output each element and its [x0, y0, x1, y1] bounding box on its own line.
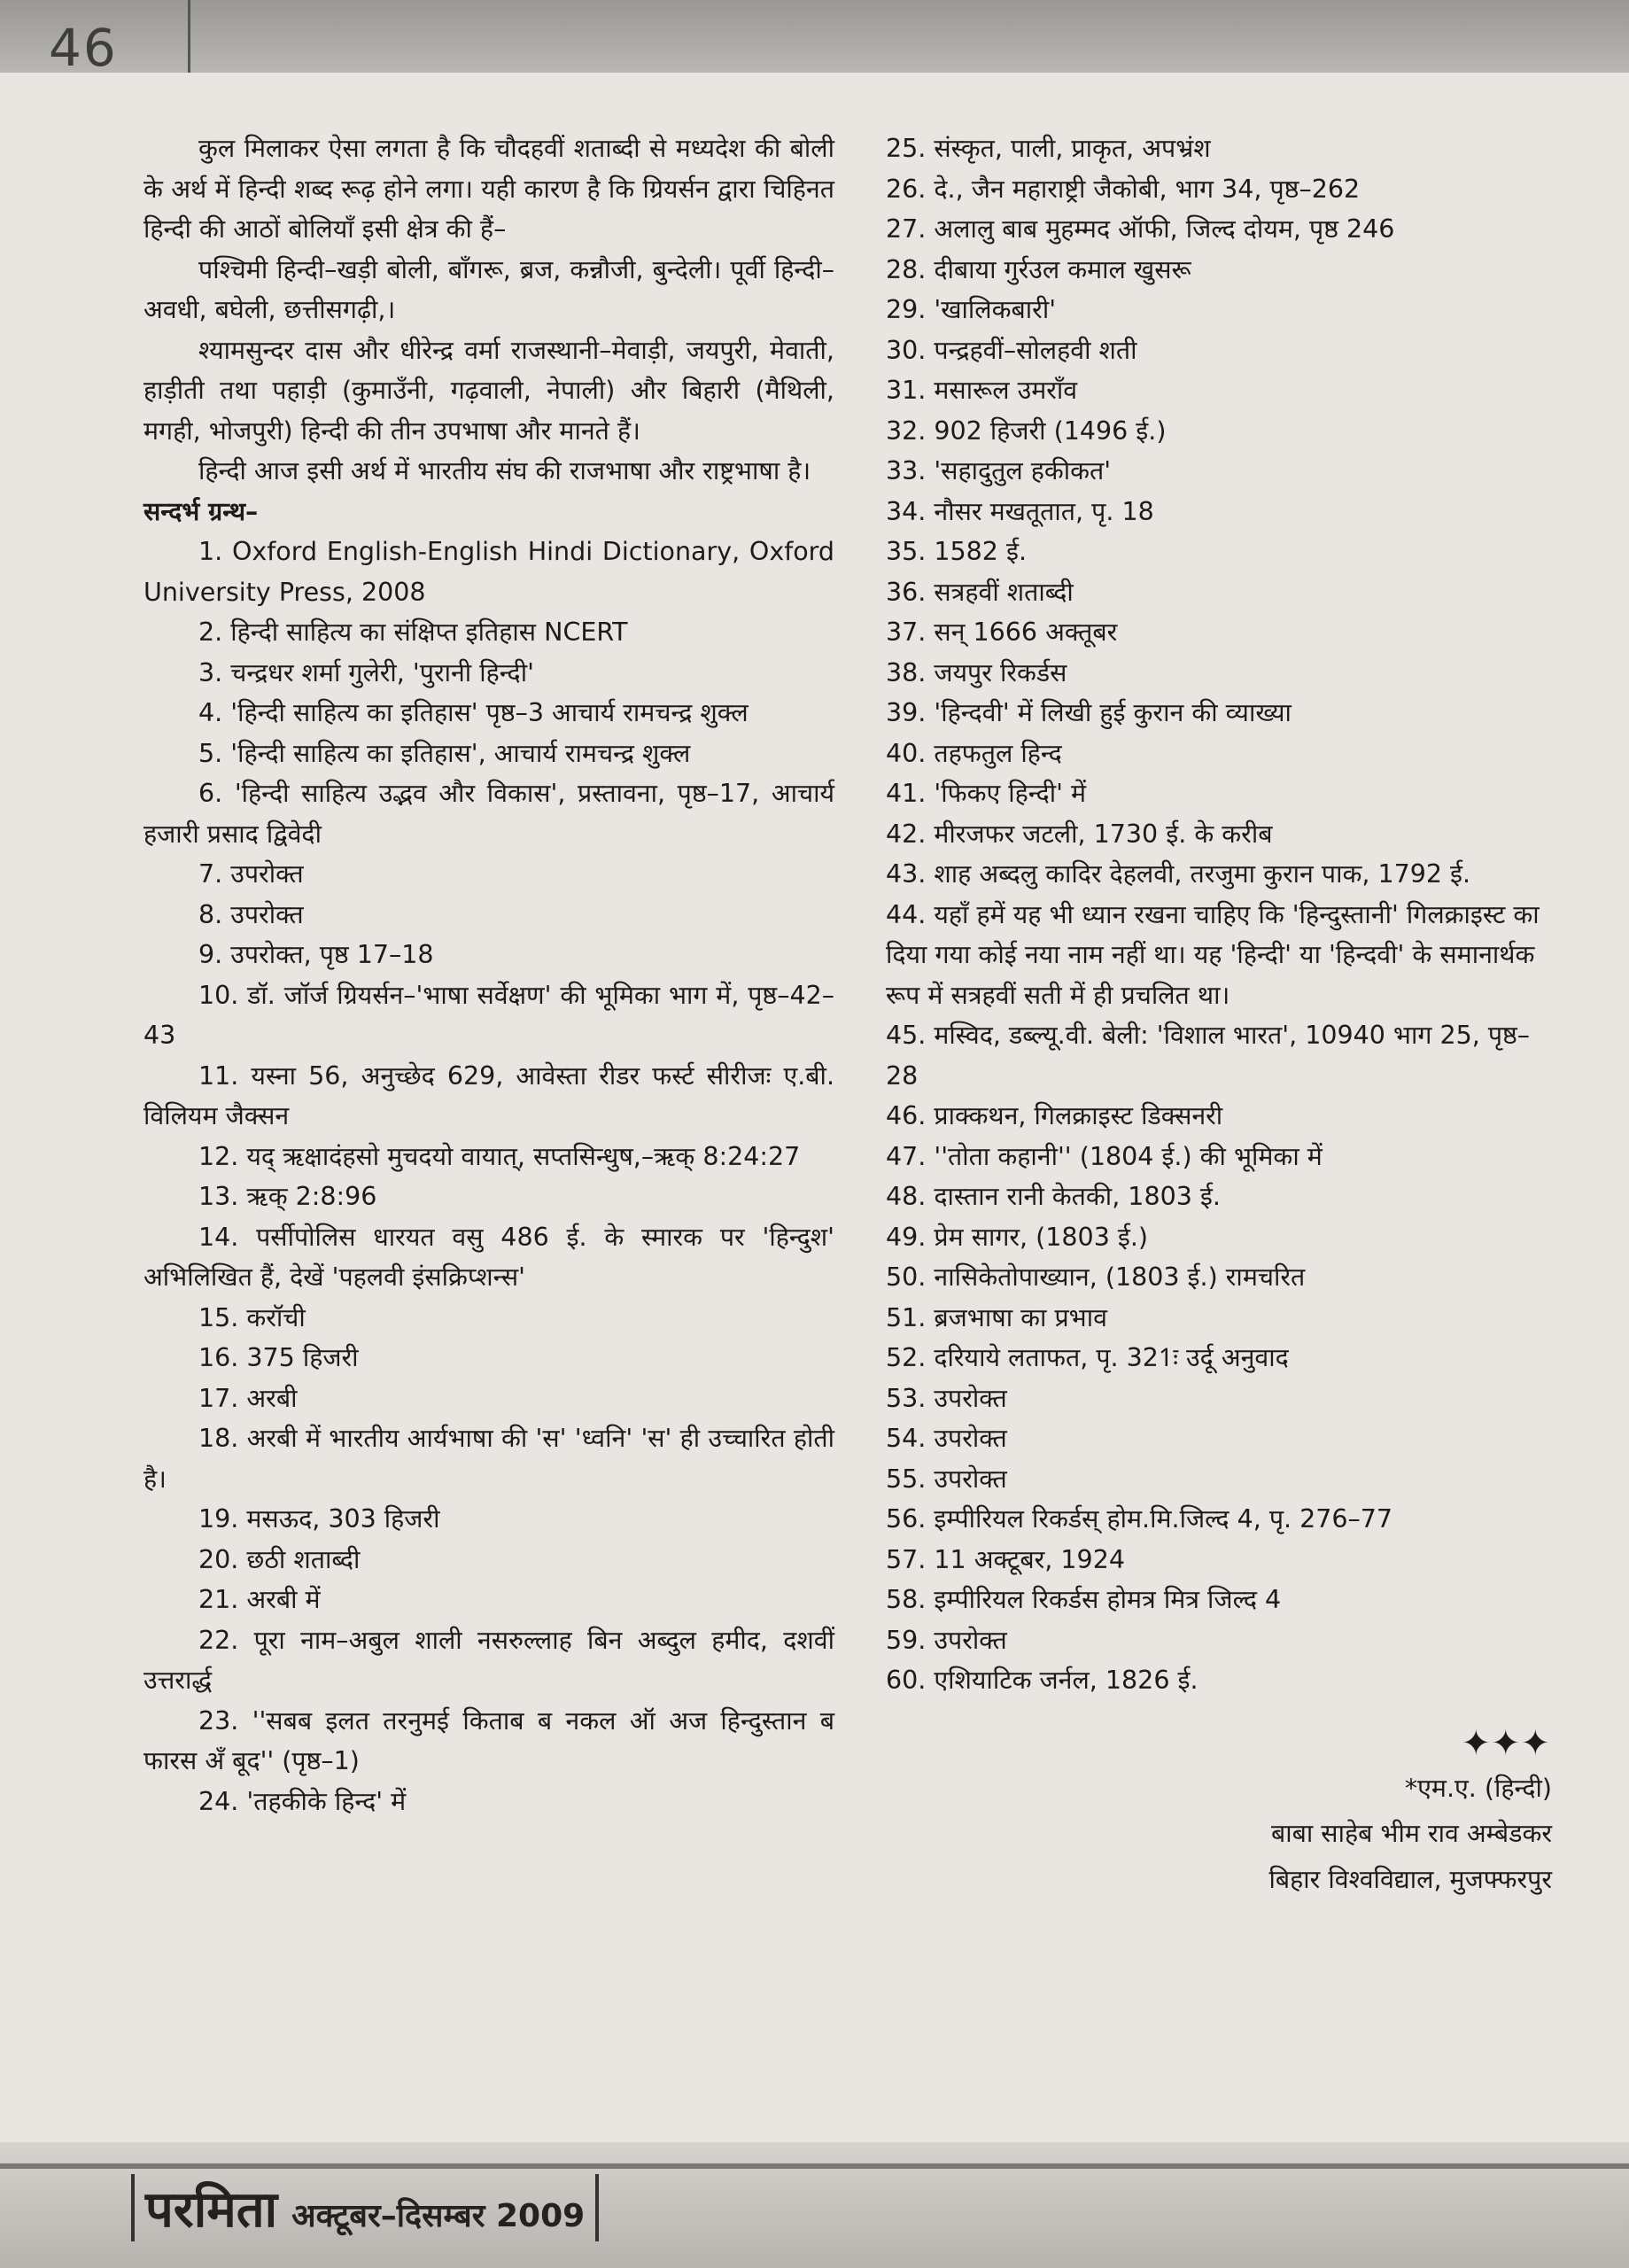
reference-item: 51. ब्रजभाषा का प्रभाव — [886, 1302, 1107, 1332]
body-paragraph: श्यामसुन्दर दास और धीरेन्द्र वर्मा राजस्थानी–मेवाड़ी, जयपुरी, मेवाती, हाड़ीती तथा पहाड़ी (कुमाउँनी, गढ़वाली, नेपाली) और बिहारी (मैथिली, मगही, भोजपुरी) हिन्दी की तीन उपभाषा और मानते हैं। — [144, 335, 834, 446]
page-number: 46 — [49, 18, 118, 78]
reference-item: 50. नासिकेतोपाख्यान, (1803 ई.) रामचरित — [886, 1262, 1306, 1292]
reference-item: 22. पूरा नाम–अबुल शाली नसरुल्लाह बिन अब्दुल हमीद, दशवीं उत्तरार्द्ध — [144, 1625, 834, 1695]
reference-item: 7. उपरोक्त — [198, 859, 304, 889]
reference-item: 26. दे., जैन महाराष्ट्री जैकोबी, भाग 34, पृष्ठ–262 — [886, 174, 1361, 204]
reference-item: 43. शाह अब्दलु कादिर देहलवी, तरजुमा कुरान पाक, 1792 ई. — [886, 859, 1471, 889]
author-info — [886, 1768, 1559, 1900]
reference-item: 19. मसऊद, 303 हिजरी — [198, 1504, 440, 1534]
section-end-ornament: ✦✦✦ — [1461, 1722, 1550, 1764]
reference-item: 60. एशियाटिक जर्नल, 1826 ई. — [886, 1666, 1198, 1695]
reference-item: 27. अलालु बाब मुहम्मद ऑफी, जिल्द दोयम, पृष्ठ 246 — [886, 214, 1395, 244]
reference-item: 37. सन् 1666 अक्तूबर — [886, 617, 1118, 647]
reference-item: 8. उपरोक्त — [198, 899, 304, 929]
reference-item: 5. 'हिन्दी साहित्य का इतिहास', आचार्य रामचन्द्र शुक्ल — [198, 738, 691, 768]
reference-item: 57. 11 अक्टूबर, 1924 — [886, 1544, 1125, 1574]
reference-item: 25. संस्कृत, पाली, प्राकृत, अपभ्रंश — [886, 134, 1211, 163]
reference-item: 23. ''सबब इलत तरनुमई किताब ब नकल ऑ अज हिन्दुस्तान ब फारस अँ बूद'' (पृष्ठ–1) — [144, 1705, 834, 1775]
reference-item: 33. 'सहादुतुल हकीकत' — [886, 456, 1112, 485]
reference-item: 59. उपरोक्त — [886, 1625, 1007, 1655]
reference-item: 45. मस्विद, डब्ल्यू.वी. बेली: 'विशाल भारत', 10940 भाग 25, पृष्ठ–28 — [886, 1021, 1531, 1091]
body-paragraph: पश्चिमी हिन्दी–खड़ी बोली, बाँगरू, ब्रज, कन्नौजी, बुन्देली। पूर्वी हिन्दी– अवधी, बघेली, छत्तीसगढ़ी,। — [144, 254, 834, 324]
reference-item: 29. 'खालिकबारी' — [886, 295, 1057, 324]
body-paragraph: कुल मिलाकर ऐसा लगता है कि चौदहवीं शताब्दी से मध्यदेश की बोली के अर्थ में हिन्दी शब्द रूढ़ होने लगा। यही कारण है कि ग्रियर्सन द्वारा चिहिनत हिन्दी की आठों बोलियाँ इसी क्षेत्र की हैं– — [144, 134, 834, 244]
reference-item: 44. यहाँ हमें यह भी ध्यान रखना चाहिए कि 'हिन्दुस्तानी' गिलक्राइस्ट का दिया गया कोई नया नाम नहीं था। यह 'हिन्दी' या 'हिन्दवी' के समानार्थक रूप में सत्रहवीं सती में ही प्रचलित था। — [886, 899, 1540, 1010]
reference-item: 47. ''तोता कहानी'' (1804 ई.) की भूमिका में — [886, 1141, 1323, 1171]
reference-item: 6. 'हिन्दी साहित्य उद्भव और विकास', प्रस्तावना, पृष्ठ–17, आचार्य हजारी प्रसाद द्विवेदी — [144, 779, 834, 849]
reference-item: 56. इम्पीरियल रिकर्डस् होम.मि.जिल्द 4, पृ. 276–77 — [886, 1504, 1393, 1534]
reference-item: 3. चन्द्रधर शर्मा गुलेरी, 'पुरानी हिन्दी' — [198, 657, 534, 687]
author-line: बाबा साहेब भीम राव अम्बेडकर — [1270, 1819, 1552, 1848]
reference-item: 34. नौसर मखतूतात, पृ. 18 — [886, 496, 1154, 526]
references-list-right — [886, 128, 1559, 1701]
reference-item: 55. उपरोक्त — [886, 1464, 1007, 1494]
reference-item: 2. हिन्दी साहित्य का संक्षिप्त इतिहास NCERT — [198, 617, 628, 647]
reference-item: 48. दास्तान रानी केतकी, 1803 ई. — [886, 1182, 1221, 1211]
reference-item: 53. उपरोक्त — [886, 1383, 1007, 1413]
reference-item: 11. यस्ना 56, अनुच्छेद 629, आवेस्ता रीडर फर्स्ट सीरीजः ए.बी. विलियम जैक्सन — [144, 1060, 834, 1130]
reference-item: 41. 'फिकए हिन्दी' में — [886, 779, 1087, 808]
reference-item: 54. उपरोक्त — [886, 1424, 1007, 1453]
reference-item: 24. 'तहकीके हिन्द' में — [198, 1786, 407, 1816]
reference-item: 28. दीबाया गुर्रउल कमाल खुसरू — [886, 254, 1191, 284]
reference-item: 58. इम्पीरियल रिकर्डस होमत्र मित्र जिल्द 4 — [886, 1585, 1282, 1614]
reference-item: 13. ऋक् 2:8:96 — [198, 1182, 377, 1211]
reference-item: 17. अरबी — [198, 1383, 298, 1413]
magazine-logo: परमिता — [145, 2181, 278, 2239]
reference-item: 46. प्राक्कथन, गिलक्राइस्ट डिक्सनरी — [886, 1101, 1223, 1130]
reference-item: 52. दरियाये लताफत, पृ. 321ः उर्दू अनुवाद — [886, 1343, 1289, 1372]
reference-item: 18. अरबी में भारतीय आर्यभाषा की 'स' 'ध्वनि' 'स' ही उच्चारित होती है। — [144, 1424, 834, 1494]
reference-item: 9. उपरोक्त, पृष्ठ 17–18 — [198, 940, 434, 969]
reference-item: 12. यद् ऋक्षादंहसो मुचदयो वायात्, सप्तसिन्धुष,–ऋक् 8:24:27 — [198, 1141, 801, 1171]
author-line: बिहार विश्वविद्याल, मुजफ्फरपुर — [1268, 1864, 1552, 1894]
issue-label: अक्टूबर–दिसम्बर 2009 — [291, 2198, 586, 2234]
reference-item: 1. Oxford English-English Hindi Dictionary, Oxford University Press, 2008 — [144, 537, 834, 607]
footer-rule — [0, 2163, 1629, 2169]
reference-item: 40. तहफतुल हिन्द — [886, 738, 1062, 768]
reference-item: 49. प्रेम सागर, (1803 ई.) — [886, 1222, 1149, 1252]
reference-item: 36. सत्रहवीं शताब्दी — [886, 577, 1074, 607]
reference-item: 31. मसारूल उमराँव — [886, 376, 1078, 405]
reference-item: 42. मीरजफर जटली, 1730 ई. के करीब — [886, 819, 1273, 849]
reference-item: 16. 375 हिजरी — [198, 1343, 359, 1372]
reference-item: 21. अरबी में — [198, 1585, 321, 1614]
left-column — [144, 128, 834, 1821]
reference-item: 32. 902 हिजरी (1496 ई.) — [886, 416, 1167, 446]
reference-item: 30. पन्द्रहवीं–सोलहवी शती — [886, 335, 1137, 365]
author-line: *एम.ए. (हिन्दी) — [1404, 1773, 1552, 1803]
body-paragraph: हिन्दी आज इसी अर्थ में भारतीय संघ की राजभाषा और राष्ट्रभाषा है। — [198, 456, 811, 485]
references-heading: सन्दर्भ ग्रन्थ– — [144, 496, 259, 526]
reference-item: 10. डॉ. जॉर्ज ग्रियर्सन–'भाषा सर्वेक्षण' की भूमिका भाग में, पृष्ठ–42–43 — [144, 980, 834, 1050]
footer-brand — [131, 2174, 599, 2241]
reference-item: 38. जयपुर रिकर्डस — [886, 657, 1067, 687]
reference-item: 20. छठी शताब्दी — [198, 1544, 361, 1574]
header-band — [0, 0, 1629, 73]
footer — [0, 2142, 1629, 2268]
right-column — [886, 128, 1559, 1899]
header-divider — [188, 0, 190, 73]
reference-item: 4. 'हिन्दी साहित्य का इतिहास' पृष्ठ–3 आचार्य रामचन्द्र शुक्ल — [198, 698, 749, 727]
references-list-left — [144, 532, 834, 1821]
reference-item: 35. 1582 ई. — [886, 537, 1028, 566]
reference-item: 14. पर्सीपोलिस धारयत वसु 486 ई. के स्मारक पर 'हिन्दुश' अभिलिखित हैं, देखें 'पहलवी इंसक्रिप्शन्स' — [144, 1222, 834, 1292]
reference-item: 39. 'हिन्दवी' में लिखी हुई कुरान की व्याख्या — [886, 698, 1292, 727]
reference-item: 15. करॉची — [198, 1302, 306, 1332]
